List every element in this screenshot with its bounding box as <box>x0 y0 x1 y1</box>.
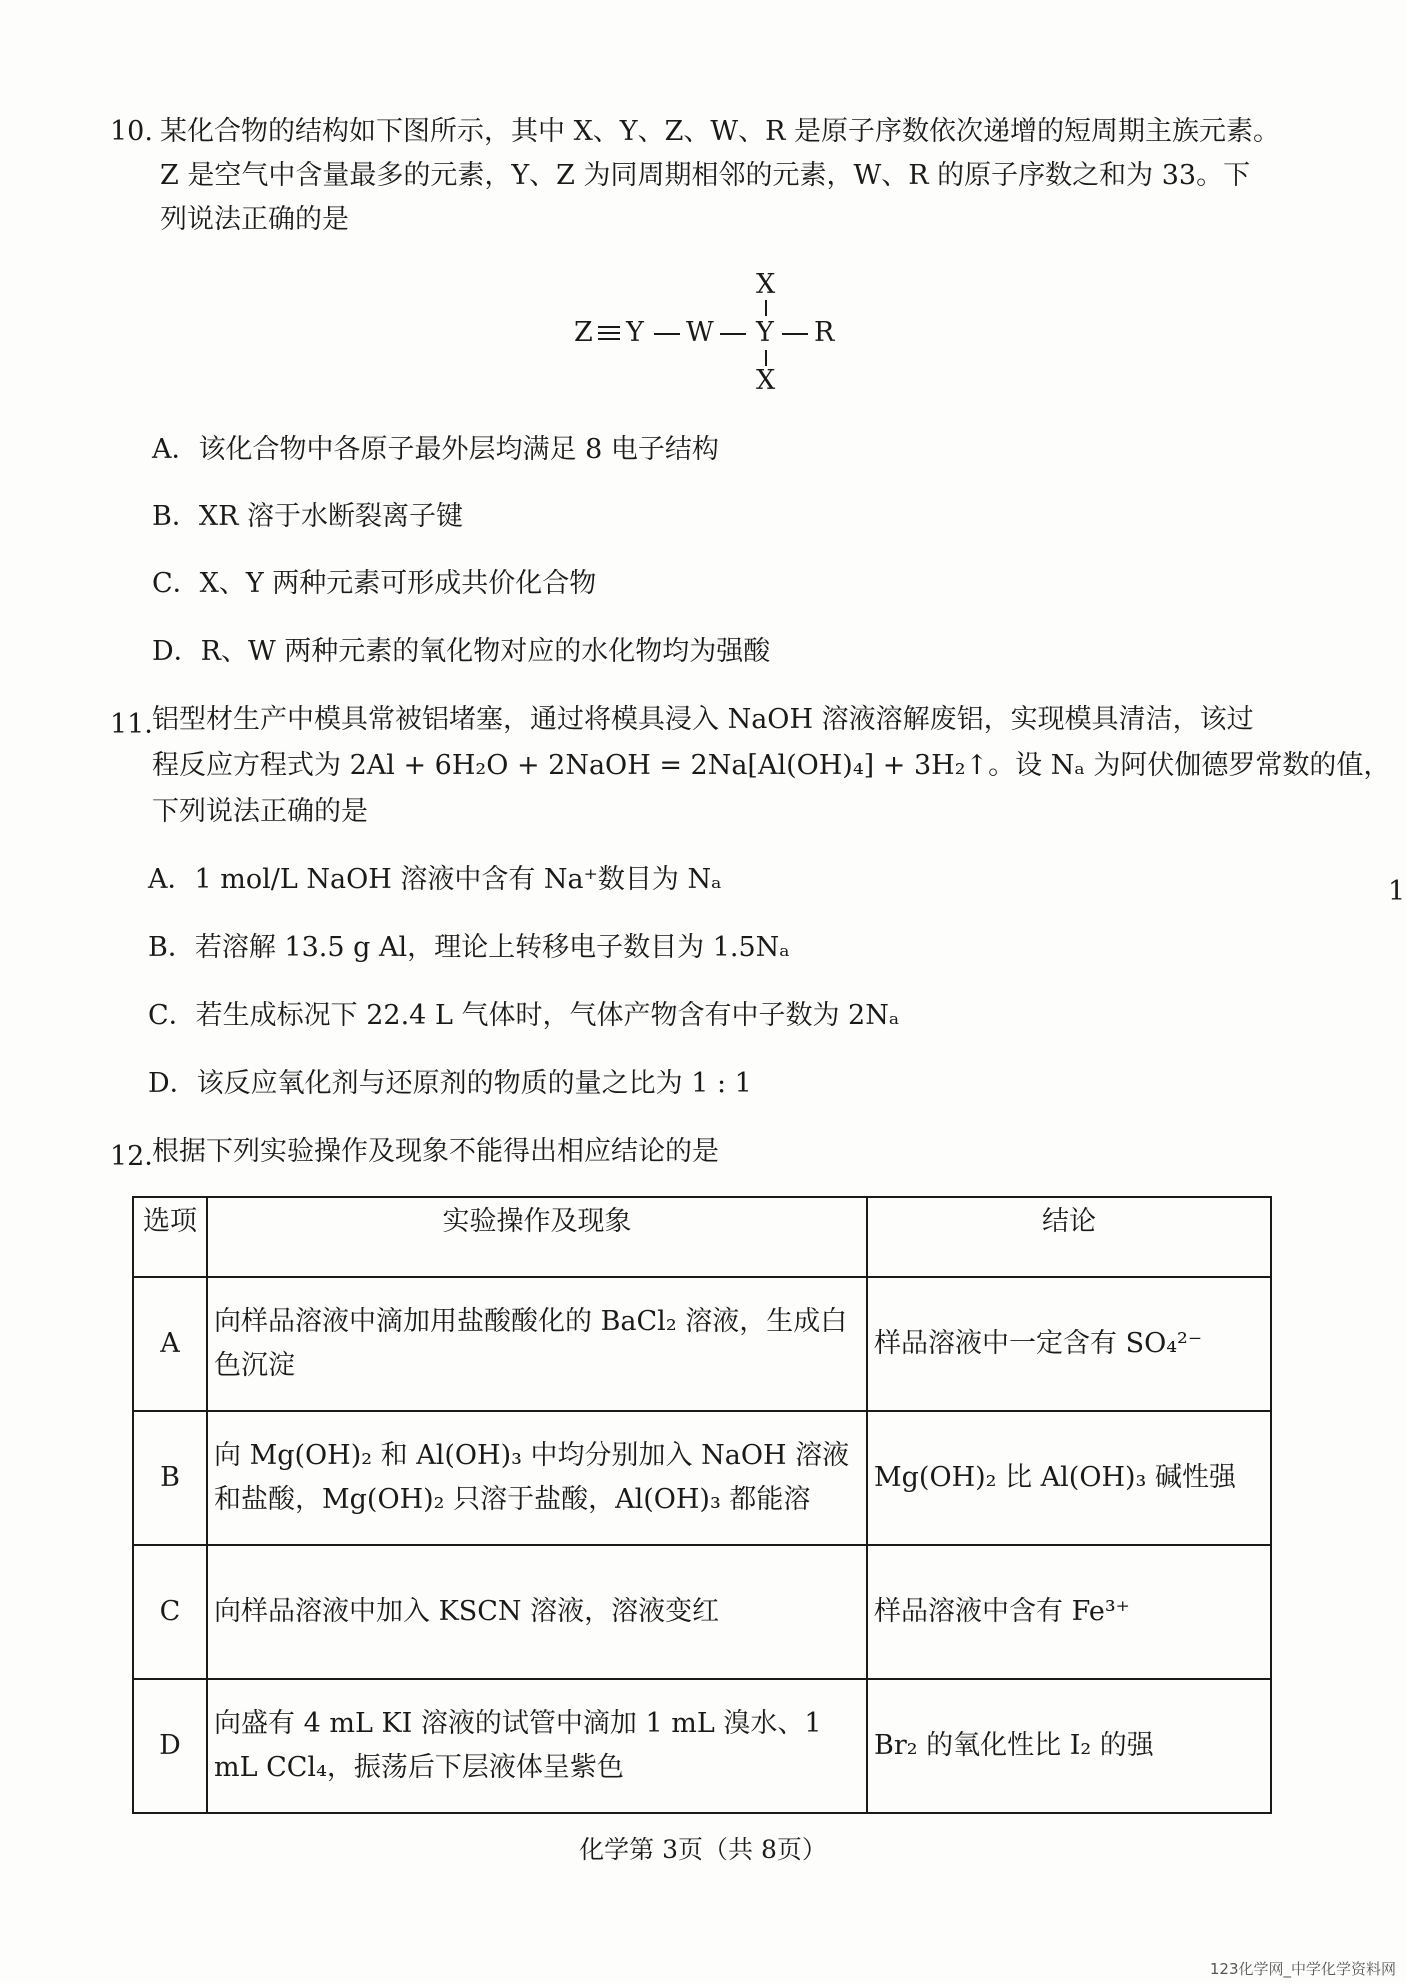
atom-x-top: X <box>756 269 776 300</box>
q12-number: 12． <box>110 1141 172 1172</box>
q12-stem: 根据下列实验操作及现象不能得出相应结论的是 <box>152 1136 719 1167</box>
row-d-conclusion: Br₂ 的氧化性比 I₂ 的强 <box>867 1679 1271 1813</box>
row-a-experiment: 向样品溶液中滴加用盐酸酸化的 BaCl₂ 溶液，生成白色沉淀 <box>207 1277 867 1411</box>
header-conclusion: 结论 <box>867 1197 1271 1277</box>
bond-vertical-top <box>765 300 767 316</box>
table-row <box>133 1545 1271 1679</box>
q10-stem-line1: 某化合物的结构如下图所示，其中 X、Y、Z、W、R 是原子序数依次递增的短周期主族元素。 <box>160 116 1281 147</box>
row-c-conclusion: 样品溶液中含有 Fe³⁺ <box>867 1545 1271 1679</box>
experiment-table <box>132 1196 1272 1814</box>
bond-triple-1 <box>598 326 620 328</box>
row-a-option: A <box>133 1277 207 1411</box>
table-row <box>133 1411 1271 1545</box>
q11-stem-line1: 铝型材生产中模具常被铝堵塞，通过将模具浸入 NaOH 溶液溶解废铝，实现模具清洁，该过 <box>152 704 1254 735</box>
bond-vertical-bottom <box>765 350 767 366</box>
q10-option-c: C．X、Y 两种元素可形成共价化合物 <box>152 568 597 599</box>
row-b-experiment: 向 Mg(OH)₂ 和 Al(OH)₃ 中均分别加入 NaOH 溶液和盐酸，Mg(OH)₂ 只溶于盐酸，Al(OH)₃ 都能溶 <box>207 1411 867 1545</box>
q10-stem-line2: Z 是空气中含量最多的元素，Y、Z 为同周期相邻的元素，W、R 的原子序数之和为 33。下 <box>160 160 1251 191</box>
header-experiment: 实验操作及现象 <box>207 1197 867 1277</box>
row-c-experiment: 向样品溶液中加入 KSCN 溶液，溶液变红 <box>207 1545 867 1679</box>
row-d-experiment: 向盛有 4 mL KI 溶液的试管中滴加 1 mL 溴水、1 mL CCl₄，振荡后下层液体呈紫色 <box>207 1679 867 1813</box>
bond-y-w <box>654 333 680 335</box>
structure-diagram <box>560 270 860 400</box>
bond-triple-3 <box>598 338 620 340</box>
bond-triple-2 <box>598 332 620 334</box>
q10-number: 10. <box>110 116 153 147</box>
header-option: 选项 <box>133 1197 207 1277</box>
row-a-conclusion: 样品溶液中一定含有 SO₄²⁻ <box>867 1277 1271 1411</box>
atom-w: W <box>686 317 714 348</box>
atom-y1: Y <box>626 317 644 348</box>
row-b-conclusion: Mg(OH)₂ 比 Al(OH)₃ 碱性强 <box>867 1411 1271 1545</box>
q11-option-c: C．若生成标况下 22.4 L 气体时，气体产物含有中子数为 2Nₐ <box>148 1000 900 1031</box>
bond-w-y <box>720 333 746 335</box>
bond-y-r <box>782 333 808 335</box>
atom-z: Z <box>574 317 593 348</box>
q10-stem-line3: 列说法正确的是 <box>160 204 349 235</box>
table-header-row <box>133 1197 1271 1277</box>
atom-x-bottom: X <box>756 365 776 396</box>
atom-r: R <box>814 317 835 348</box>
q11-option-b: B．若溶解 13.5 g Al，理论上转移电子数目为 1.5Nₐ <box>148 932 790 963</box>
q11-number: 11． <box>110 709 172 740</box>
watermark: 123化学网_中学化学资料网 <box>1209 1960 1396 1978</box>
table-row <box>133 1679 1271 1813</box>
atom-y2: Y <box>756 317 774 348</box>
q10-option-d: D．R、W 两种元素的氧化物对应的水化物均为强酸 <box>152 636 771 667</box>
side-page-number: 1 <box>1388 876 1406 907</box>
q10-option-b: B．XR 溶于水断裂离子键 <box>152 501 463 532</box>
q10-option-a: A．该化合物中各原子最外层均满足 8 电子结构 <box>152 434 719 465</box>
page-footer: 化学第 3页（共 8页） <box>579 1835 827 1864</box>
q11-option-a: A．1 mol/L NaOH 溶液中含有 Na⁺数目为 Nₐ <box>148 864 722 895</box>
row-c-option: C <box>133 1545 207 1679</box>
q11-stem-line2: 程反应方程式为 2Al + 6H₂O + 2NaOH = 2Na[Al(OH)₄] + 3H₂↑。设 Nₐ 为阿伏伽德罗常数的值， <box>152 750 1391 781</box>
row-d-option: D <box>133 1679 207 1813</box>
q11-stem-line3: 下列说法正确的是 <box>152 796 368 827</box>
q11-option-d: D．该反应氧化剂与还原剂的物质的量之比为 1 : 1 <box>148 1068 752 1099</box>
table-row <box>133 1277 1271 1411</box>
row-b-option: B <box>133 1411 207 1545</box>
